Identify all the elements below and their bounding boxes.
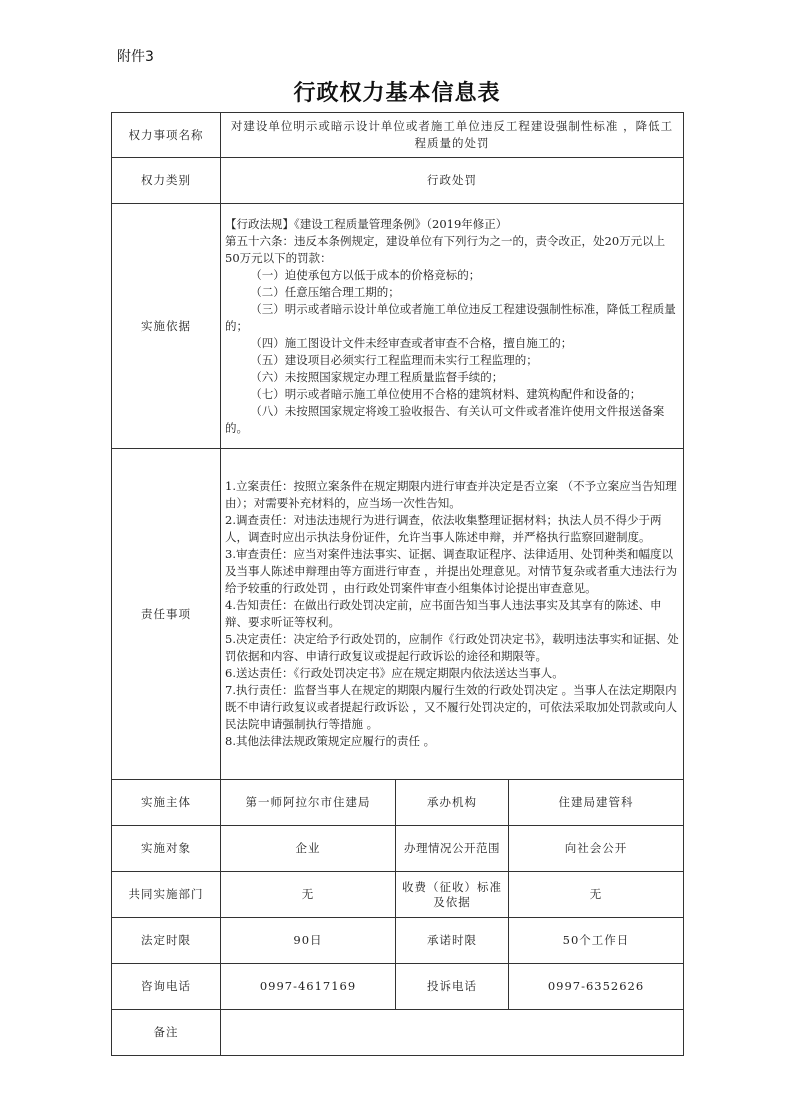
value-power-name <box>221 113 684 158</box>
basis-line: 【行政法规】《建设工程质量管理条例》（2019年修正） <box>225 216 508 231</box>
label-fee-standard: 收费（征收）标准及依据 <box>396 872 509 918</box>
basis-line: （二）任意压缩合理工期的； <box>250 284 400 299</box>
label-target: 实施对象 <box>112 826 221 872</box>
responsibility-item: 3.审查责任：应当对案件违法事实、证据、调查取证程序、法律适用、处罚种类和幅度以及当事人陈述申辩理由等方面进行审查 ，并提出处理意见。对情节复杂或者重大违法行为给予较重的行政处罚 ，由行政处罚案件审查小组集体讨论提出审查意见。 <box>225 547 678 595</box>
value-joint-dept: 无 <box>221 872 396 918</box>
value-subject: 第一师阿拉尔市住建局 <box>221 780 396 826</box>
row-remarks <box>112 1010 684 1056</box>
value-category: 行政处罚 <box>221 158 684 204</box>
value-handling-org: 住建局建管科 <box>509 780 684 826</box>
row-category <box>112 158 684 204</box>
info-table <box>111 112 684 1056</box>
responsibility-item: 2.调查责任：对违法违规行为进行调查，依法收集整理证据材料；执法人员不得少于两人，调查时应出示执法身份证件，允许当事人陈述申辩，并严格执行监察回避制度。 <box>225 513 662 544</box>
label-joint-dept: 共同实施部门 <box>112 872 221 918</box>
label-basis: 实施依据 <box>112 204 221 449</box>
row-target <box>112 826 684 872</box>
label-consult-phone: 咨询电话 <box>112 964 221 1010</box>
row-power-name <box>112 113 684 158</box>
responsibility-item: 7.执行责任：监督当事人在规定的期限内履行生效的行政处罚决定 。当事人在法定期限内既不申请行政复议或者提起行政诉讼 ，又不履行处罚决定的，可依法采取加处罚款或向人民法院申请强制执行等措施 。 <box>225 683 678 731</box>
label-disclosure-scope: 办理情况公开范围 <box>396 826 509 872</box>
row-basis <box>112 204 684 449</box>
row-time-limit <box>112 918 684 964</box>
value-remarks <box>221 1010 684 1056</box>
responsibility-item: 1.立案责任：按照立案条件在规定期限内进行审查并决定是否立案 （不予立案应当告知理由）；对需要补充材料的，应当场一次性告知。 <box>225 479 677 510</box>
basis-line: （五）建设项目必须实行工程监理而未实行工程监理的； <box>250 352 538 367</box>
value-fee-standard: 无 <box>509 872 684 918</box>
label-power-name: 权力事项名称 <box>112 113 221 158</box>
label-legal-time-limit: 法定时限 <box>112 918 221 964</box>
label-promised-time-limit: 承诺时限 <box>396 918 509 964</box>
power-name-text: 对建设单位明示或暗示设计单位或者施工单位违反工程建设强制性标准 ，降低工程质量的处罚 <box>230 119 674 150</box>
basis-line: （四）施工图设计文件未经审查或者审查不合格，擅自施工的； <box>250 335 573 350</box>
label-category: 权力类别 <box>112 158 221 204</box>
responsibility-item: 6.送达责任：《行政处罚决定书》应在规定期限内依法送达当事人。 <box>225 666 564 680</box>
row-subject <box>112 780 684 826</box>
row-joint <box>112 872 684 918</box>
responsibility-item: 4.告知责任：在做出行政处罚决定前，应书面告知当事人违法事实及其享有的陈述、申辩、要求听证等权利。 <box>225 598 662 629</box>
attachment-label: 附件3 <box>117 49 154 65</box>
value-target: 企业 <box>221 826 396 872</box>
row-phone <box>112 964 684 1010</box>
basis-line: （三）明示或者暗示设计单位或者施工单位违反工程建设强制性标准，降低工程质量的； <box>225 301 676 333</box>
value-basis <box>221 204 684 449</box>
label-handling-org: 承办机构 <box>396 780 509 826</box>
label-subject: 实施主体 <box>112 780 221 826</box>
responsibility-item: 5.决定责任：决定给予行政处罚的，应制作《行政处罚决定书》，载明违法事实和证据、处罚依据和内容、申请行政复议或提起行政诉讼的途径和期限等。 <box>225 632 679 663</box>
value-responsibility <box>221 449 684 780</box>
value-promised-time-limit: 50个工作日 <box>509 918 684 964</box>
value-complaint-phone: 0997-6352626 <box>509 964 684 1010</box>
basis-line: （七）明示或者暗示施工单位使用不合格的建筑材料、建筑构配件和设备的； <box>250 386 642 401</box>
basis-line: （六）未按照国家规定办理工程质量监督手续的； <box>250 369 504 384</box>
responsibility-item: 8.其他法律法规政策规定应履行的责任 。 <box>225 734 436 748</box>
label-complaint-phone: 投诉电话 <box>396 964 509 1010</box>
value-disclosure-scope: 向社会公开 <box>509 826 684 872</box>
row-responsibility <box>112 449 684 780</box>
basis-line: （八）未按照国家规定将竣工验收报告、有关认可文件或者准许使用文件报送备案的。 <box>225 403 665 435</box>
page-title: 行政权力基本信息表 <box>293 80 501 106</box>
value-consult-phone: 0997-4617169 <box>221 964 396 1010</box>
basis-line: 第五十六条：违反本条例规定，建设单位有下列行为之一的，责令改正，处20万元以上50万元以下的罚款： <box>225 233 666 265</box>
label-remarks: 备注 <box>112 1010 221 1056</box>
basis-line: （一）迫使承包方以低于成本的价格竞标的； <box>250 267 481 282</box>
value-legal-time-limit: 90日 <box>221 918 396 964</box>
label-responsibility: 责任事项 <box>112 449 221 780</box>
